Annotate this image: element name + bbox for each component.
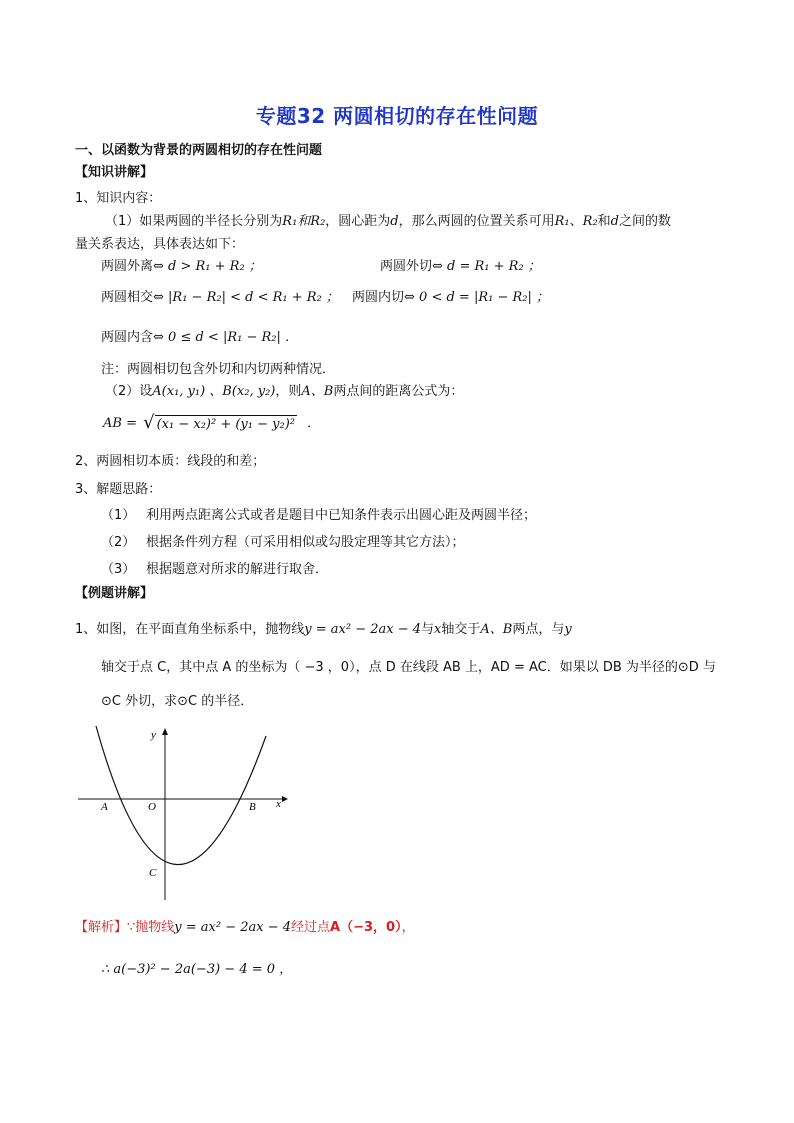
page-title: 专题32 两圆相切的存在性问题 xyxy=(255,104,539,128)
text: 两点，与 xyxy=(512,622,565,637)
text: 和 xyxy=(597,214,611,229)
text: 1、如图，在平面直角坐标系中，抛物线 xyxy=(75,622,305,637)
text: ， xyxy=(401,920,415,935)
example-problem-line-3: ⊙C 外切，求⊙C 的半径． xyxy=(101,694,254,709)
text: 轴交于 xyxy=(441,622,481,637)
points: A(x₁, y₁) 、B(x₂, y₂) xyxy=(152,384,276,399)
example-problem-line-2: 轴交于点 C，其中点 A 的坐标为（ −3 ，0），点 D 在线段 AB 上，AD = AC．如果以 DB 为半径的⊙D 与 xyxy=(101,660,716,675)
step-text: 利用两点距离公式或者是题目中已知条件表示出圆心距及两圆半径； xyxy=(146,508,537,523)
relation-label: 两圆内含 xyxy=(101,330,154,345)
knowledge-paragraph-1-cont: 量关系表达，具体表达如下： xyxy=(75,237,245,252)
text: ，那么两圆的位置关系可用 xyxy=(398,214,555,229)
symbol-d: d xyxy=(610,214,619,229)
parabola-graph xyxy=(70,722,300,907)
relation-formula: ⇔ d = R₁ + R₂ ； xyxy=(432,259,541,274)
text: （1）如果两圆的半径长分别为 xyxy=(105,214,283,229)
step-number: （3） xyxy=(101,562,136,577)
relation-label: 两圆相交 xyxy=(101,290,154,305)
knowledge-paragraph-2 xyxy=(105,385,463,398)
text: 两点间的距离公式为： xyxy=(333,384,464,399)
solution-line-2: ∴ a(−3)² − 2a(−3) − 4 = 0 ， xyxy=(101,962,293,977)
text: 与 xyxy=(421,622,435,637)
text: （2）设 xyxy=(105,384,153,399)
section-heading: 一、以函数为背景的两圆相切的存在性问题 xyxy=(75,143,323,158)
sqrt-icon: √ xyxy=(143,412,155,433)
equation: y = ax² − 2ax − 4 xyxy=(304,622,422,637)
origin-label: O xyxy=(148,801,156,813)
relation-outside xyxy=(101,260,262,273)
point: A（−3，0） xyxy=(330,920,402,935)
knowledge-item-2: 2、两圆相切本质：线段的和差； xyxy=(75,454,266,469)
relation-label: 两圆外切 xyxy=(380,259,433,274)
relation-formula: ⇔ d > R₁ + R₂ ； xyxy=(153,259,262,274)
knowledge-header: 【知识讲解】 xyxy=(75,165,154,180)
x-axis-label: x xyxy=(276,798,281,810)
knowledge-item-1: 1、知识内容： xyxy=(75,191,162,206)
equation: y = ax² − 2ax − 4 xyxy=(174,920,292,935)
step-number: （2） xyxy=(101,535,136,550)
step-text: 根据题意对所求的解进行取舍． xyxy=(146,562,329,577)
point-c-label: C xyxy=(149,867,157,879)
relation-formula: ⇔ 0 < d = |R₁ − R₂| ； xyxy=(404,290,549,305)
formula-end: ． xyxy=(307,415,321,431)
points-ab: A、B xyxy=(301,384,334,399)
relation-internal-tangent xyxy=(352,291,549,304)
text: ∵抛物线 xyxy=(127,920,175,935)
example-problem-line-1 xyxy=(75,623,572,636)
symbol: y xyxy=(564,622,572,637)
solution-tag: 【解析】 xyxy=(75,920,128,935)
text: 之间的数 xyxy=(619,214,672,229)
symbol-radii: R₁和R₂ xyxy=(282,214,326,229)
symbol-r1: R₁ xyxy=(554,214,570,229)
y-axis-label: y xyxy=(151,729,156,741)
y-axis-arrow-icon xyxy=(162,728,168,735)
point-a-label: A xyxy=(101,801,108,813)
symbol: A、B xyxy=(480,622,513,637)
note: 注：两圆相切包含外切和内切两种情况． xyxy=(101,362,336,377)
relation-formula: ⇔ 0 ≤ d < |R₁ − R₂| ． xyxy=(153,330,298,345)
x-axis-arrow-icon xyxy=(282,796,288,802)
step-number: （1） xyxy=(101,508,136,523)
point-b-label: B xyxy=(249,801,256,813)
text: ，圆心距为 xyxy=(325,214,391,229)
formula-radicand: (x₁ − x₂)² + (y₁ − y₂)² xyxy=(156,417,295,432)
text: 经过点 xyxy=(291,920,331,935)
parabola-curve xyxy=(96,726,266,865)
formula-lhs: AB = xyxy=(103,415,137,431)
example-header: 【例题讲解】 xyxy=(75,586,154,601)
symbol-r2: R₂ xyxy=(582,214,598,229)
relation-external-tangent xyxy=(380,260,541,273)
relation-label: 两圆内切 xyxy=(352,290,405,305)
step-text: 根据条件列方程（可采用相似或勾股定理等其它方法）； xyxy=(146,535,465,550)
text: ，则 xyxy=(275,384,302,399)
symbol-d: d xyxy=(390,214,399,229)
knowledge-item-3: 3、解题思路： xyxy=(75,482,162,497)
symbol: x xyxy=(434,622,442,637)
distance-formula xyxy=(103,414,320,436)
knowledge-paragraph-1 xyxy=(105,215,671,228)
text: 、 xyxy=(569,214,583,229)
solution-line-1 xyxy=(75,921,415,934)
relation-formula: ⇔ |R₁ − R₂| < d < R₁ + R₂ ； xyxy=(153,290,339,305)
relation-contain xyxy=(101,331,298,344)
relation-label: 两圆外离 xyxy=(101,259,154,274)
relation-intersect xyxy=(101,291,339,304)
